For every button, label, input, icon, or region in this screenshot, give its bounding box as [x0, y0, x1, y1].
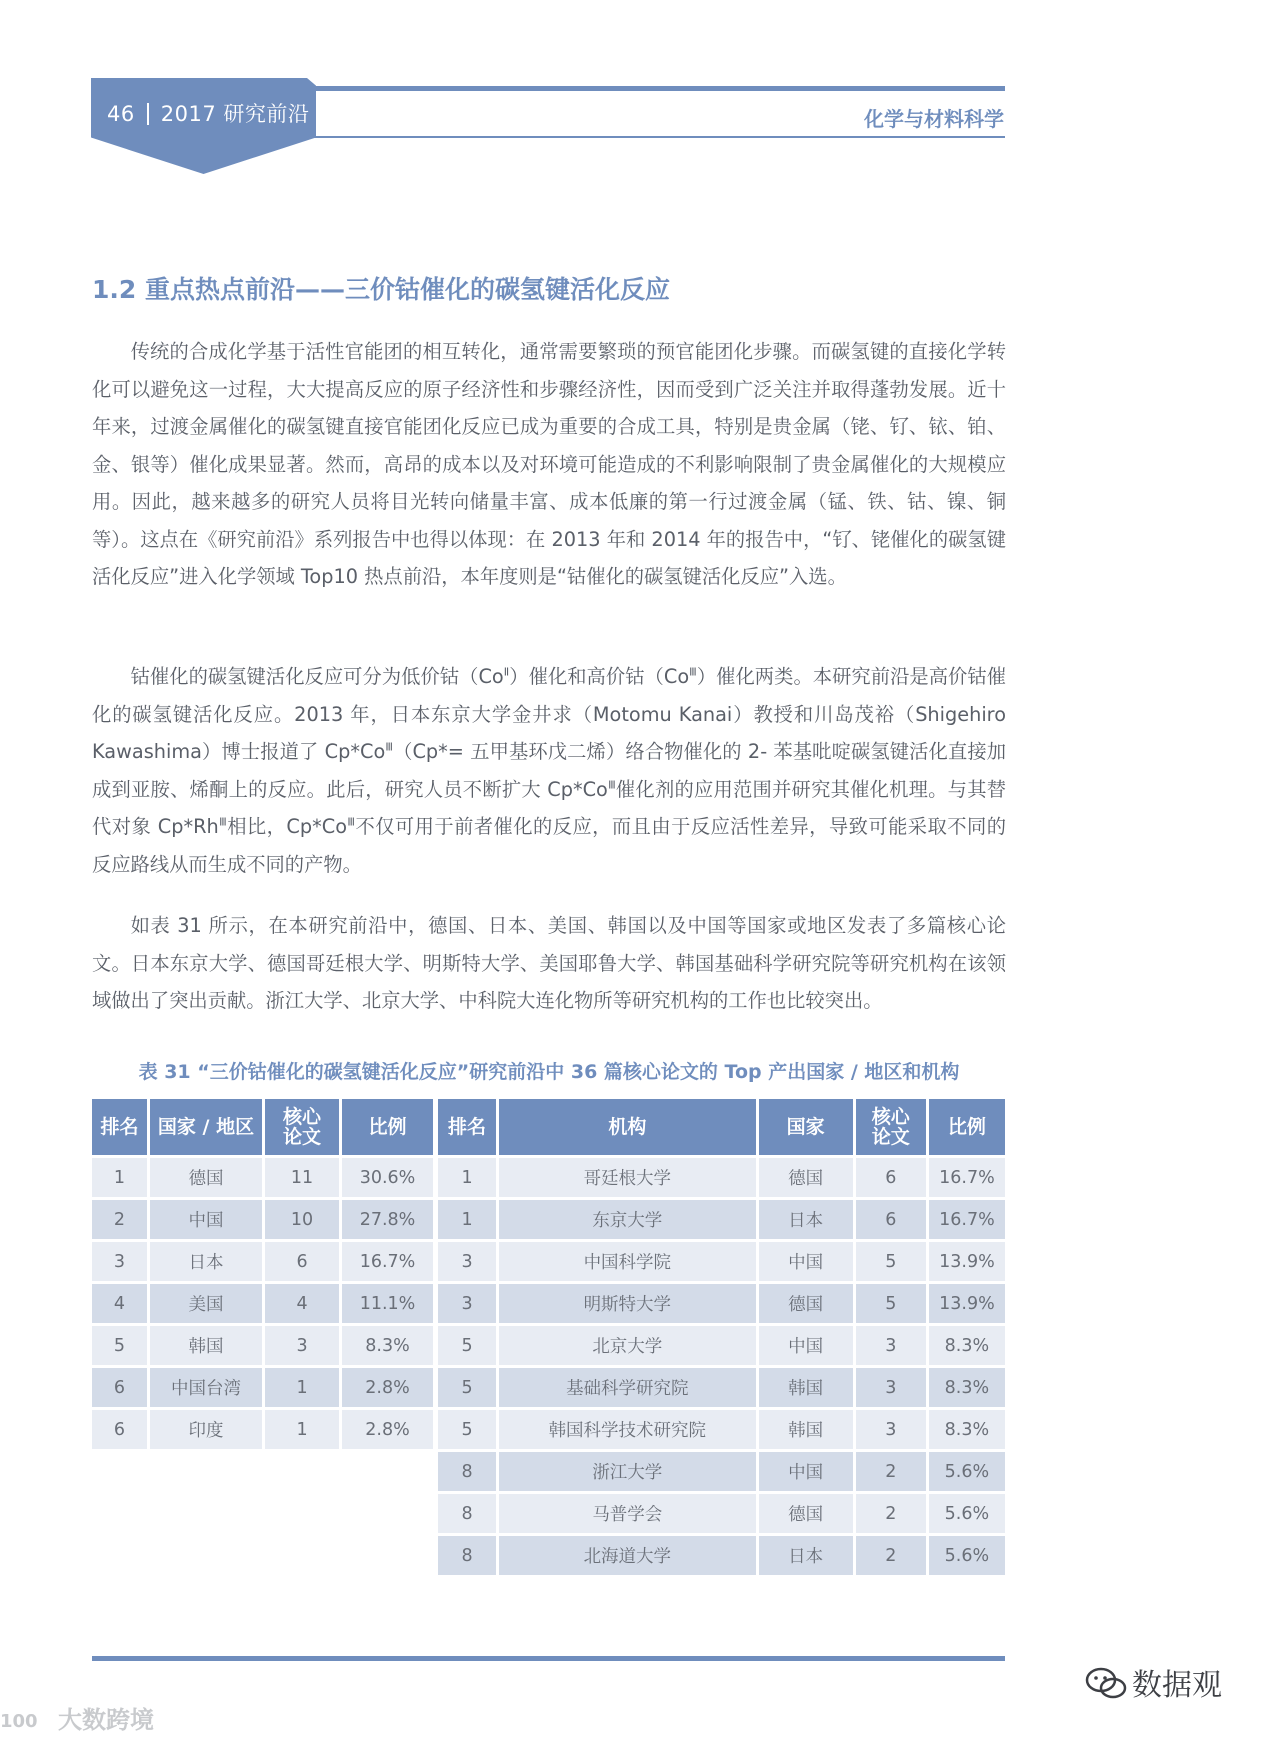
- country-cell: 韩国: [759, 1410, 853, 1449]
- papers-cell: 3: [265, 1326, 339, 1365]
- p2-text-g: 不仅可用于前者催化的反应，而且由于反应活性差异，导致可能采取不同的反应路线从而生成不同的产物。: [92, 815, 1006, 876]
- share-cell: 2.8%: [342, 1368, 433, 1407]
- country-cell: 日本: [150, 1242, 262, 1281]
- institution-cell: 明斯特大学: [499, 1284, 755, 1323]
- rank-cell: 1: [438, 1200, 496, 1239]
- share-cell: 5.6%: [929, 1536, 1005, 1575]
- paragraph-3: 如表 31 所示，在本研究前沿中，德国、日本、美国、韩国以及中国等国家或地区发表了多篇核心论文。日本东京大学、德国哥廷根大学、明斯特大学、美国耶鲁大学、韩国基础科学研究院等研究机构在该领域做出了突出贡献。浙江大学、北京大学、中科院大连化物所等研究机构的工作也比较突出。: [92, 914, 1006, 1012]
- share-cell: 27.8%: [342, 1200, 433, 1239]
- country-cell: 中国台湾: [150, 1368, 262, 1407]
- p2-sup-1: Ⅱ: [503, 665, 510, 679]
- country-cell: 德国: [759, 1158, 853, 1197]
- rank-cell: 6: [92, 1410, 147, 1449]
- p2-sup-5: Ⅲ: [218, 815, 228, 829]
- papers-cell: 1: [265, 1368, 339, 1407]
- table-row: [92, 1284, 433, 1323]
- table-caption: 表 31 “三价钴催化的碳氢键活化反应”研究前沿中 36 篇核心论文的 Top 产出国家 / 地区和机构: [138, 1061, 960, 1083]
- page-number: 46: [107, 102, 135, 126]
- papers-cell: 5: [856, 1242, 926, 1281]
- column-header: 核心 论文: [856, 1099, 926, 1155]
- table-row: [438, 1284, 1005, 1323]
- country-cell: 德国: [759, 1494, 853, 1533]
- rank-cell: 5: [92, 1326, 147, 1365]
- country-cell: 德国: [150, 1158, 262, 1197]
- p2-text-c: ）催化两类。本研究前沿是高价钴催化的碳氢键活化反应。2013 年，日本东京大学金井求（Motomu Kanai）教授和川岛茂裕（Shigehiro Kawashima）博士报道了 Cp*Co: [92, 665, 1006, 763]
- rank-cell: 8: [438, 1494, 496, 1533]
- country-cell: 日本: [759, 1200, 853, 1239]
- papers-cell: 2: [856, 1494, 926, 1533]
- header-tab-text: [107, 98, 309, 128]
- paragraph-2: [92, 658, 1006, 883]
- publication-title: 2017 研究前沿: [160, 102, 310, 126]
- table-row: [92, 1158, 433, 1197]
- papers-cell: 2: [856, 1536, 926, 1575]
- table-row: [438, 1536, 1005, 1575]
- rank-cell: 4: [92, 1284, 147, 1323]
- column-header: 比例: [929, 1099, 1005, 1155]
- share-cell: 13.9%: [929, 1284, 1005, 1323]
- institution-cell: 马普学会: [499, 1494, 755, 1533]
- institution-cell: 中国科学院: [499, 1242, 755, 1281]
- institution-cell: 浙江大学: [499, 1452, 755, 1491]
- rank-cell: 2: [92, 1200, 147, 1239]
- rank-cell: 5: [438, 1326, 496, 1365]
- papers-cell: 10: [265, 1200, 339, 1239]
- section-name: 化学与材料科学: [864, 107, 1004, 131]
- institution-cell: 北京大学: [499, 1326, 755, 1365]
- country-cell: 美国: [150, 1284, 262, 1323]
- country-table: [89, 1096, 436, 1452]
- share-cell: 16.7%: [929, 1200, 1005, 1239]
- watermark-right: [1084, 1660, 1222, 1704]
- table-row: [92, 1242, 433, 1281]
- rank-cell: 3: [438, 1242, 496, 1281]
- p2-text-d: （Cp*= 五甲基环戊二烯）络合物催化的 2- 苯基吡啶碳氢键活化直接加成到亚胺、烯酮上的反应。此后，研究人员不断扩大 Cp*Co: [92, 740, 1007, 801]
- rank-cell: 1: [92, 1158, 147, 1197]
- institution-cell: 韩国科学技术研究院: [499, 1410, 755, 1449]
- papers-cell: 11: [265, 1158, 339, 1197]
- rank-cell: 8: [438, 1536, 496, 1575]
- share-cell: 16.7%: [342, 1242, 433, 1281]
- papers-cell: 2: [856, 1452, 926, 1491]
- share-cell: 2.8%: [342, 1410, 433, 1449]
- institution-table-header: [438, 1099, 1005, 1155]
- share-cell: 8.3%: [929, 1410, 1005, 1449]
- share-cell: 5.6%: [929, 1452, 1005, 1491]
- rank-cell: 8: [438, 1452, 496, 1491]
- rank-cell: 5: [438, 1410, 496, 1449]
- papers-cell: 3: [856, 1410, 926, 1449]
- country-cell: 韩国: [150, 1326, 262, 1365]
- section-title: 1.2 重点热点前沿——三价钴催化的碳氢键活化反应: [92, 275, 670, 304]
- column-header: 比例: [342, 1099, 433, 1155]
- table-row: [92, 1368, 433, 1407]
- footer-rule: [92, 1656, 1005, 1661]
- share-cell: 11.1%: [342, 1284, 433, 1323]
- institution-table: [435, 1096, 1008, 1578]
- p2-text-e: 催化剂的应用范围并研究其催化机理。与其替代对象 Cp*Rh: [92, 777, 1006, 838]
- column-header: 国家 / 地区: [150, 1099, 262, 1155]
- institution-table-body: [438, 1158, 1005, 1575]
- rank-cell: 6: [92, 1368, 147, 1407]
- table-row: [438, 1158, 1005, 1197]
- institution-cell: 北海道大学: [499, 1536, 755, 1575]
- papers-cell: 3: [856, 1326, 926, 1365]
- p2-sup-2: Ⅲ: [689, 665, 697, 679]
- column-header: 排名: [92, 1099, 147, 1155]
- column-header: 核心 论文: [265, 1099, 339, 1155]
- institution-cell: 哥廷根大学: [499, 1158, 755, 1197]
- papers-cell: 5: [856, 1284, 926, 1323]
- papers-cell: 6: [856, 1158, 926, 1197]
- header-separator: [147, 103, 149, 125]
- share-cell: 30.6%: [342, 1158, 433, 1197]
- p2-sup-6: Ⅲ: [346, 815, 356, 829]
- table-row: [438, 1368, 1005, 1407]
- p2-sup-3: Ⅲ: [385, 740, 394, 754]
- share-cell: 5.6%: [929, 1494, 1005, 1533]
- rank-cell: 5: [438, 1368, 496, 1407]
- column-header: 排名: [438, 1099, 496, 1155]
- table-row: [438, 1242, 1005, 1281]
- table-row: [92, 1326, 433, 1365]
- country-table-header: [92, 1099, 433, 1155]
- country-cell: 中国: [150, 1200, 262, 1239]
- country-cell: 日本: [759, 1536, 853, 1575]
- share-cell: 8.3%: [929, 1326, 1005, 1365]
- table-row: [92, 1410, 433, 1449]
- share-cell: 13.9%: [929, 1242, 1005, 1281]
- share-cell: 8.3%: [342, 1326, 433, 1365]
- country-table-body: [92, 1158, 433, 1449]
- rank-cell: 3: [92, 1242, 147, 1281]
- table-row: [438, 1326, 1005, 1365]
- table-row: [438, 1410, 1005, 1449]
- country-cell: 德国: [759, 1284, 853, 1323]
- table-row: [92, 1200, 433, 1239]
- table-row: [438, 1452, 1005, 1491]
- papers-cell: 6: [265, 1242, 339, 1281]
- share-cell: 16.7%: [929, 1158, 1005, 1197]
- country-cell: 韩国: [759, 1368, 853, 1407]
- watermark-left: [0, 1700, 154, 1735]
- country-cell: 中国: [759, 1326, 853, 1365]
- table-row: [438, 1494, 1005, 1533]
- country-cell: 中国: [759, 1452, 853, 1491]
- p2-text-a: 钴催化的碳氢键活化反应可分为低价钴（Co: [130, 665, 504, 688]
- institution-cell: 东京大学: [499, 1200, 755, 1239]
- watermark-left-text: 大数跨境: [58, 1706, 154, 1734]
- svg-text:100: 100: [0, 1711, 38, 1732]
- country-cell: 中国: [759, 1242, 853, 1281]
- table-row: [438, 1200, 1005, 1239]
- p2-text-b: ）催化和高价钴（Co: [509, 665, 690, 688]
- wechat-icon: [1084, 1667, 1128, 1699]
- papers-cell: 4: [265, 1284, 339, 1323]
- rank-cell: 3: [438, 1284, 496, 1323]
- papers-cell: 3: [856, 1368, 926, 1407]
- rank-cell: 1: [438, 1158, 496, 1197]
- brand-logo-icon: [0, 1708, 56, 1732]
- column-header: 机构: [499, 1099, 755, 1155]
- watermark-right-text: 数据观: [1132, 1668, 1222, 1703]
- paragraph-1: 传统的合成化学基于活性官能团的相互转化，通常需要繁琐的预官能团化步骤。而碳氢键的直接化学转化可以避免这一过程，大大提高反应的原子经济性和步骤经济性，因而受到广泛关注并取得蓬勃发展。近十年来，过渡金属催化的碳氢键直接官能团化反应已成为重要的合成工具，特别是贵金属（铑、钌、铱、铂、金、银等）催化成果显著。然而，高昂的成本以及对环境可能造成的不利影响限制了贵金属催化的大规模应用。因此，越来越多的研究人员将目光转向储量丰富、成本低廉的第一行过渡金属（锰、铁、钴、镍、铜等）。这点在《研究前沿》系列报告中也得以体现：在 2013 年和 2014 年的报告中，“钌、铑催化的碳氢键活化反应”进入化学领域 Top10 热点前沿，本年度则是“钴催化的碳氢键活化反应”入选。: [92, 340, 1006, 588]
- p2-text-f: 相比，Cp*Co: [227, 815, 347, 838]
- column-header: 国家: [759, 1099, 853, 1155]
- p2-sup-4: Ⅲ: [607, 778, 616, 792]
- papers-cell: 1: [265, 1410, 339, 1449]
- share-cell: 8.3%: [929, 1368, 1005, 1407]
- papers-cell: 6: [856, 1200, 926, 1239]
- institution-cell: 基础科学研究院: [499, 1368, 755, 1407]
- country-cell: 印度: [150, 1410, 262, 1449]
